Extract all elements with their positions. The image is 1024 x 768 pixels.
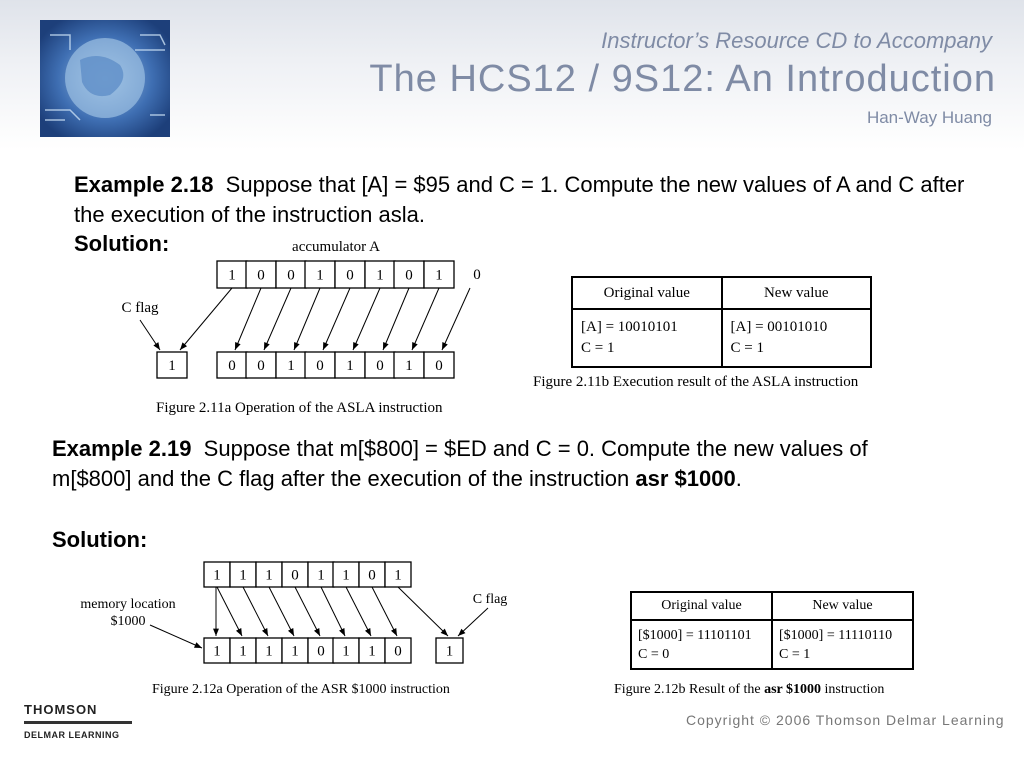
c-flag-cell-text: 1 <box>168 358 176 374</box>
bit-cell-text: 0 <box>346 267 354 284</box>
shift-arrow <box>412 288 439 350</box>
table-cell-new <box>723 310 871 366</box>
table-header-original: Original value <box>573 278 723 308</box>
bit-cell-text: 0 <box>257 267 265 284</box>
cell-line: [$1000] = 11101101 <box>638 628 752 643</box>
table-header-new: New value <box>763 285 829 301</box>
c-flag-pointer-head <box>153 342 160 350</box>
shift-arrow-head <box>383 342 389 350</box>
shift-arrow-head <box>294 342 300 350</box>
shift-arrow-head <box>236 628 242 636</box>
cell-line: C = 1 <box>581 340 615 356</box>
bit-cell-text: 1 <box>213 567 221 584</box>
bit-cell-text: 0 <box>394 643 402 660</box>
copyright-notice: Copyright © 2006 Thomson Delmar Learning <box>686 712 1005 728</box>
cell-line: [A] = 10010101 <box>581 319 678 335</box>
memory-location-label: $1000 <box>110 614 146 629</box>
bit-cell-text: 1 <box>394 567 402 584</box>
shift-arrow <box>321 587 345 636</box>
lsb-to-c-arrow <box>398 587 448 636</box>
cell-line: [$1000] = 11110110 <box>779 628 893 643</box>
shift-arrow <box>269 587 294 636</box>
bit-cell-text: 0 <box>316 358 324 374</box>
header-title: The HCS12 / 9S12: An Introduction <box>369 58 996 100</box>
asr-result-table <box>630 591 914 670</box>
sign-bit-arrow-head <box>213 629 219 636</box>
header-author: Han-Way Huang <box>866 108 992 127</box>
shift-arrow <box>295 587 320 636</box>
bit-cell-text: 1 <box>239 643 247 660</box>
bit-cell-text: 0 <box>317 643 325 660</box>
cell-line: C = 1 <box>779 647 811 662</box>
bit-cell-text: 0 <box>287 267 295 284</box>
figure-caption: Figure 2.12a Operation of the ASR $1000 instruction <box>152 682 450 697</box>
bit-cell-text: 0 <box>228 358 236 374</box>
bit-cell-text: 1 <box>265 567 273 584</box>
header-subtitle: Instructor’s Resource CD to Accompany <box>601 28 992 53</box>
zero-in-arrow-head <box>442 342 448 350</box>
figure-caption <box>614 682 884 698</box>
cell-line: [A] = 00101010 <box>730 319 828 335</box>
shift-arrow <box>294 288 320 350</box>
shift-arrow-head <box>339 628 345 636</box>
bit-cell-text: 1 <box>368 643 376 660</box>
example-body: Suppose that [A] = $95 and C = 1. Compute the new values of A and C after the execution of the instruction asla. <box>74 172 965 227</box>
logo-divider <box>24 721 132 724</box>
shift-arrow-head <box>412 342 418 350</box>
shift-arrow-head <box>288 628 294 636</box>
table-cell-original <box>632 621 773 669</box>
publisher-imprint: DELMAR LEARNING <box>24 730 120 740</box>
table-header-original: Original value <box>632 593 773 619</box>
table-cell-original <box>573 310 723 366</box>
bit-cell-text: 1 <box>291 643 299 660</box>
shift-arrow-head <box>391 628 397 636</box>
shift-arrow <box>372 587 397 636</box>
bit-cell-text: 1 <box>435 267 443 284</box>
shift-arrow-head <box>323 342 329 350</box>
bit-cell-text: 1 <box>317 567 325 584</box>
example-body: Suppose that m[$800] = $ED and C = 0. Compute the new values of m[$800] and the C flag after the execution of the instruction <box>52 436 868 491</box>
bit-cell-text: 1 <box>346 358 354 374</box>
caption-part: Figure 2.12b Result of the <box>614 682 765 697</box>
shift-arrow <box>323 288 350 350</box>
caption-instruction: asr $1000 <box>764 682 822 697</box>
zero-in-arrow <box>442 288 470 350</box>
bit-cell-text: 1 <box>265 643 273 660</box>
shift-arrow-head <box>235 342 241 350</box>
shift-in-bit: 0 <box>473 267 481 283</box>
example-label: Example 2.18 <box>74 172 214 197</box>
bit-cell-text: 0 <box>291 567 299 584</box>
publisher-logo <box>24 702 134 740</box>
example-2-19-text <box>52 434 932 494</box>
msb-to-c-arrow <box>180 288 232 350</box>
accumulator-label: accumulator A <box>292 239 380 255</box>
shift-arrow-head <box>262 628 268 636</box>
bit-cell-text: 1 <box>405 358 413 374</box>
bit-cell-text: 1 <box>342 643 350 660</box>
table-cell-new <box>773 621 912 669</box>
table-header-new: New value <box>812 598 873 613</box>
shift-arrow-head <box>314 628 320 636</box>
shift-arrow <box>353 288 380 350</box>
bit-cell-text: 0 <box>435 358 443 374</box>
shift-arrow <box>235 288 261 350</box>
c-flag-label: C flag <box>472 592 508 607</box>
memory-location-label: memory location <box>80 597 176 612</box>
shift-arrow <box>243 587 268 636</box>
shift-arrow-head <box>264 342 270 350</box>
bit-cell-text: 1 <box>213 643 221 660</box>
bit-cell-text: 1 <box>239 567 247 584</box>
cell-line: C = 0 <box>638 647 670 662</box>
bit-cell-text: 0 <box>257 358 265 374</box>
shift-arrow <box>264 288 291 350</box>
solution-label: Solution: <box>52 527 148 552</box>
shift-arrow <box>217 587 242 636</box>
memory-pointer <box>150 625 202 648</box>
publisher-name: THOMSON <box>24 702 98 717</box>
figure-caption: Figure 2.11b Execution result of the ASLA instruction <box>533 374 859 390</box>
solution-label: Solution: <box>74 231 170 256</box>
shift-arrow-head <box>353 342 359 350</box>
shift-arrow <box>383 288 409 350</box>
figure-caption: Figure 2.11a Operation of the ASLA instruction <box>156 400 443 416</box>
bit-cell-text: 1 <box>342 567 350 584</box>
cell-line: C = 1 <box>730 340 764 356</box>
caption-part: instruction <box>821 682 885 697</box>
bit-cell-text: 0 <box>368 567 376 584</box>
bit-cell-text: 1 <box>376 267 384 284</box>
shift-arrow-head <box>365 628 371 636</box>
bit-cell-text: 1 <box>228 267 236 284</box>
bit-cell-text: 1 <box>316 267 324 284</box>
c-flag-label: C flag <box>121 300 159 316</box>
period: . <box>735 466 742 491</box>
example-label: Example 2.19 <box>52 436 192 461</box>
asla-result-table <box>571 276 872 368</box>
shift-arrow <box>346 587 371 636</box>
memory-pointer-head <box>194 642 202 648</box>
bit-cell-text: 1 <box>287 358 295 374</box>
instruction-text: asr $1000 <box>635 466 736 491</box>
c-flag-cell-text: 1 <box>445 643 454 660</box>
bit-cell-text: 0 <box>376 358 384 374</box>
bit-cell-text: 0 <box>405 267 413 284</box>
